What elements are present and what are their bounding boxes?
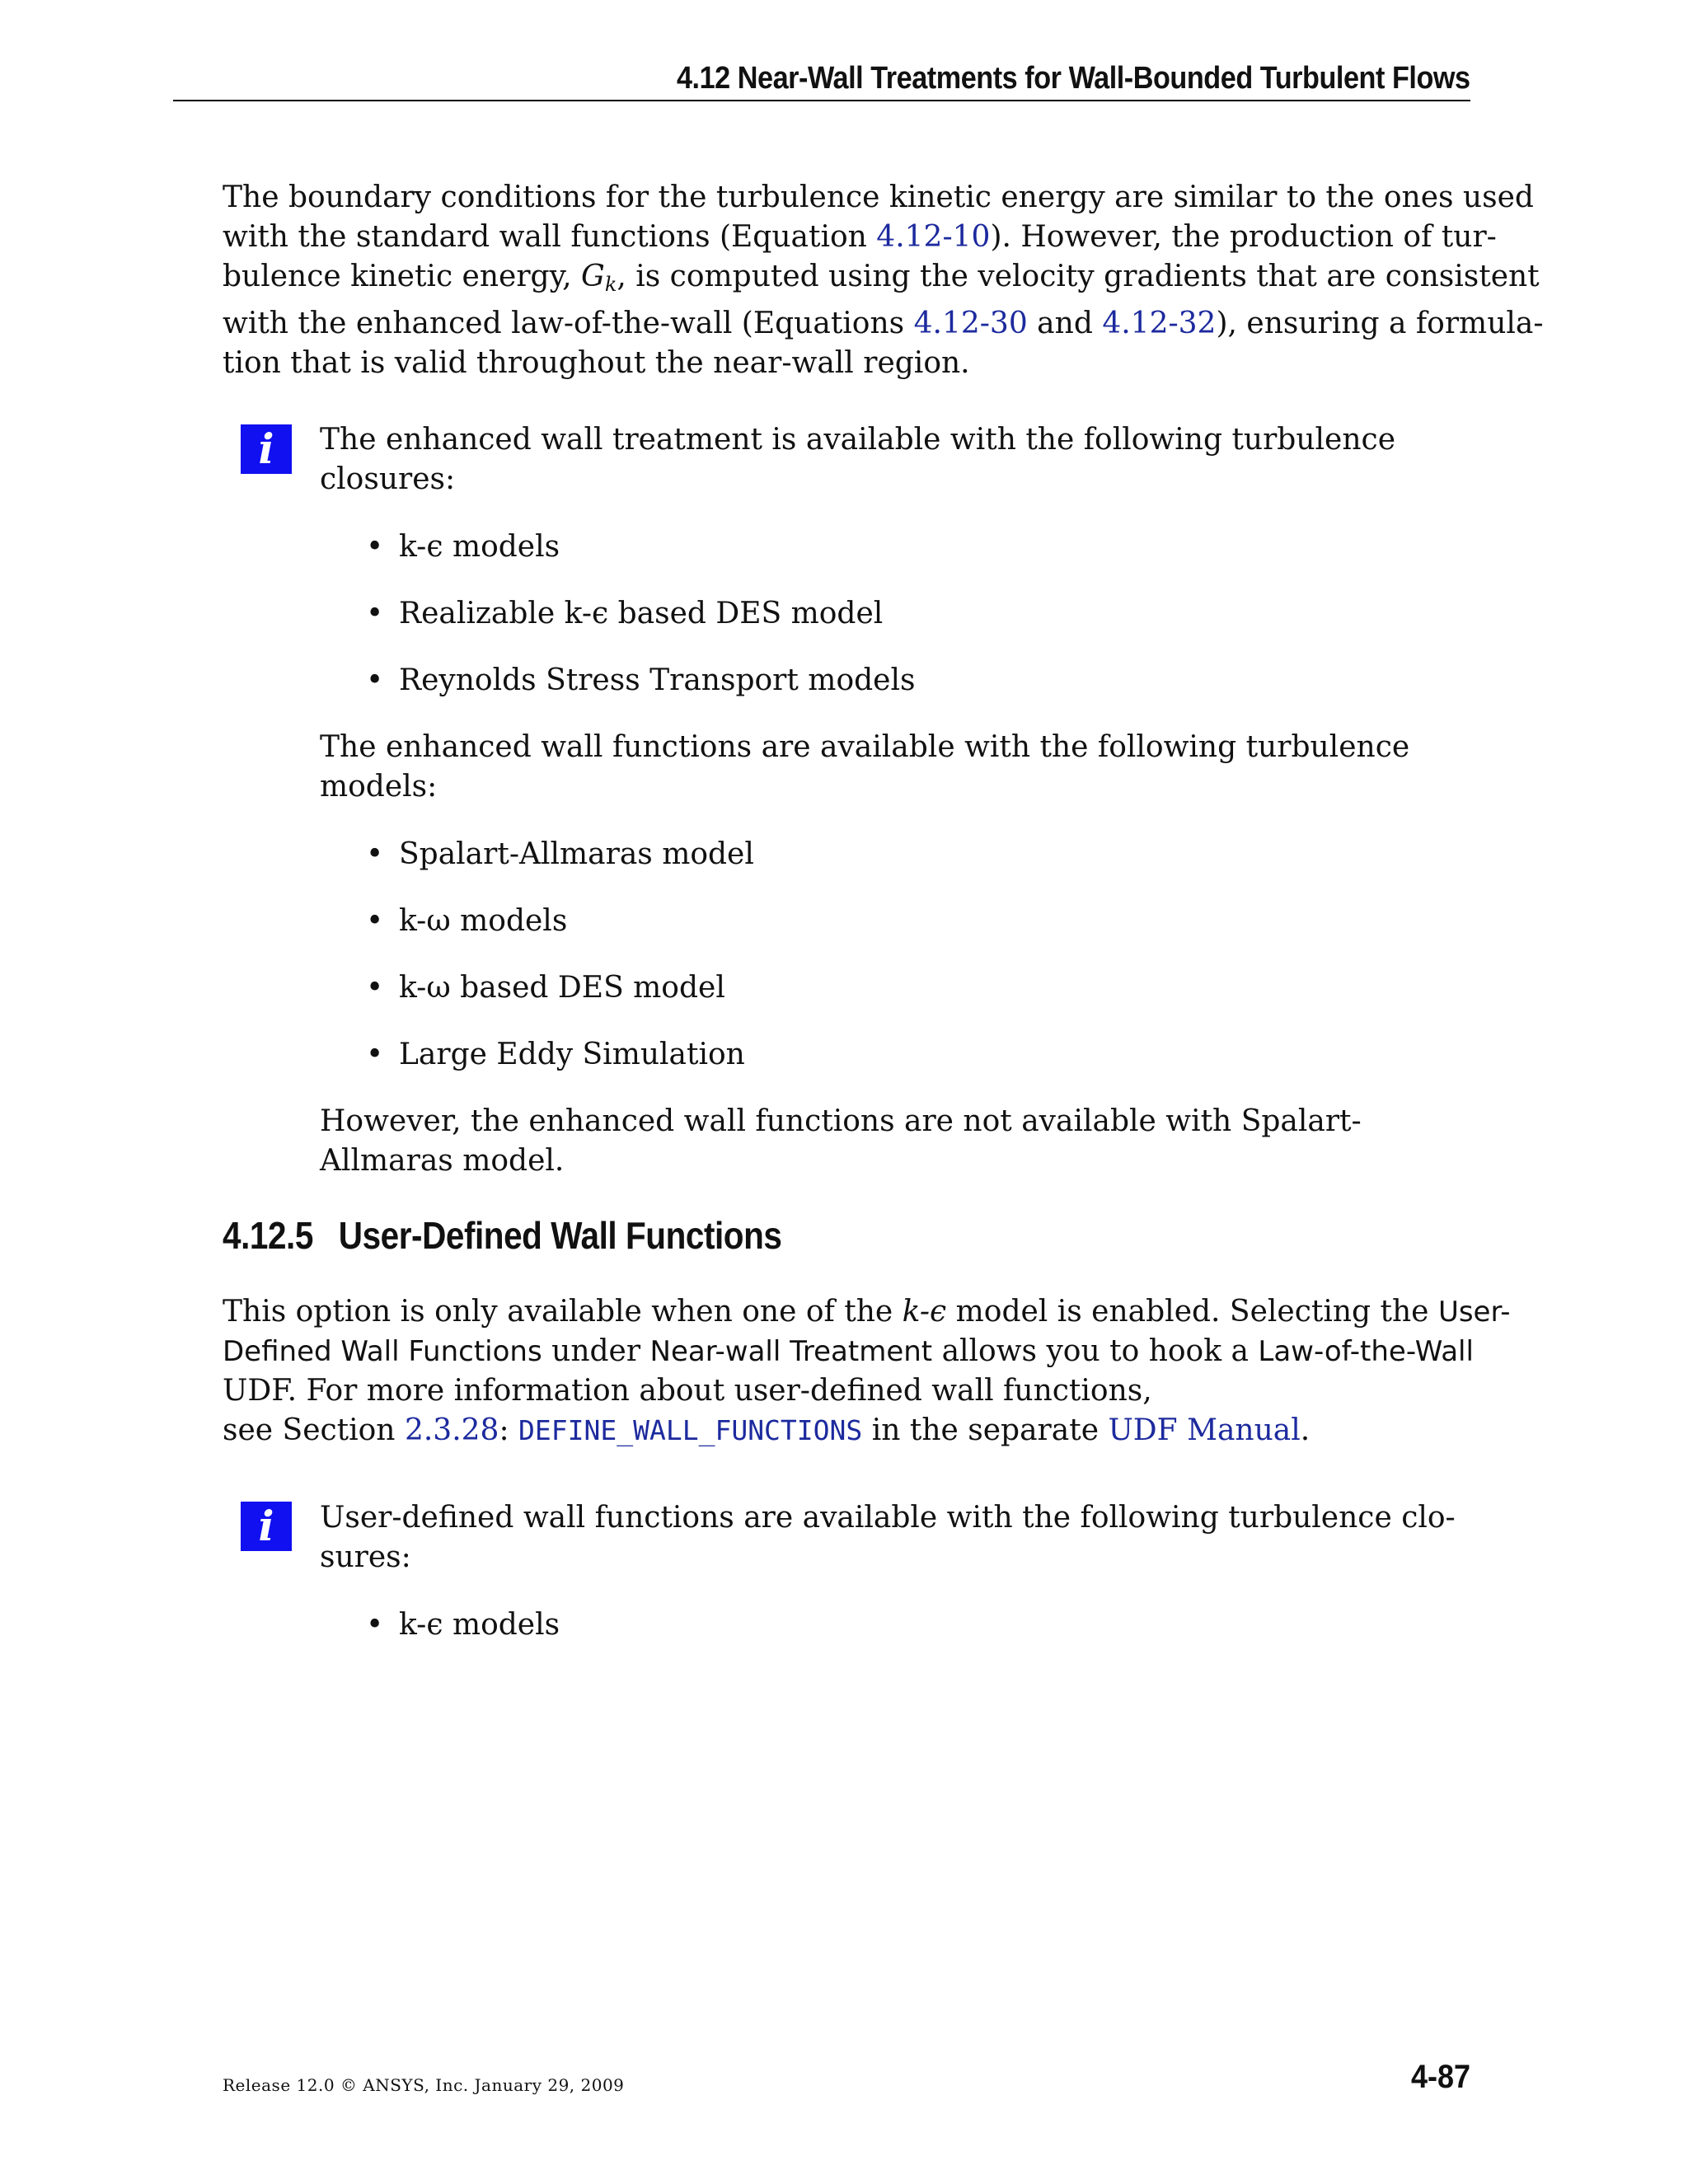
note-line: closures:	[320, 462, 456, 496]
list-item: • k-ϵ models	[366, 1605, 560, 1645]
bullet-icon: •	[366, 530, 384, 564]
note-line: The enhanced wall treatment is available with the following turbulence	[320, 423, 1395, 457]
bullet-icon: •	[366, 971, 384, 1005]
paragraph-line: Defined Wall Functions under Near-wall Treatment allows you to hook a Law-of-the-Wall	[223, 1334, 1474, 1368]
page-number: 4-87	[1410, 2059, 1470, 2095]
section-link[interactable]: 2.3.28	[404, 1413, 499, 1447]
intro-paragraph	[223, 178, 1544, 383]
section-number: 4.12.5	[223, 1214, 313, 1257]
equation-link[interactable]: 4.12-32	[1102, 307, 1217, 340]
paragraph-line: see Section 2.3.28: DEFINE_WALL_FUNCTIONS in the separate UDF Manual.	[223, 1413, 1311, 1447]
equation-link[interactable]: 4.12-10	[876, 220, 991, 254]
paragraph-line: UDF. For more information about user-defined wall functions,	[223, 1374, 1152, 1408]
ui-term: Defined Wall Functions	[223, 1335, 542, 1368]
note-line: Allmaras model.	[320, 1144, 565, 1178]
udf-paragraph	[223, 1292, 1511, 1451]
note-enhanced-wall	[320, 420, 1395, 499]
bullet-icon: •	[366, 904, 384, 938]
bullet-icon: •	[366, 1608, 384, 1642]
equation-link[interactable]: 4.12-30	[913, 307, 1028, 340]
macro-link[interactable]: DEFINE_WALL_FUNCTIONS	[518, 1414, 863, 1446]
ui-term: User-	[1437, 1296, 1511, 1329]
list-item: • k-ω based DES model	[366, 968, 725, 1008]
footer-release: Release 12.0 © ANSYS, Inc. January 29, 2009	[223, 2075, 625, 2095]
list-item: • k-ω models	[366, 902, 567, 941]
list-item: • Realizable k-ϵ based DES model	[366, 594, 883, 634]
header-rule	[173, 100, 1470, 101]
paragraph-line: This option is only available when one of the k-ϵ model is enabled. Selecting the User-	[223, 1295, 1511, 1329]
note-enhanced-functions	[320, 728, 1410, 807]
note-line: User-defined wall functions are available with the following turbulence clo-	[320, 1501, 1456, 1535]
note-line: models:	[320, 770, 438, 804]
paragraph-line: The boundary conditions for the turbulence kinetic energy are similar to the ones used	[223, 180, 1534, 214]
bullet-icon: •	[366, 597, 384, 630]
note-line: sures:	[320, 1540, 411, 1574]
bullet-icon: •	[366, 1038, 384, 1071]
paragraph-line: tion that is valid throughout the near-wall region.	[223, 346, 970, 380]
info-icon: i	[241, 1502, 292, 1551]
note-line: The enhanced wall functions are available with the following turbulence	[320, 730, 1410, 764]
ui-term: Law-of-the-Wall	[1258, 1335, 1474, 1368]
bullet-icon: •	[366, 837, 384, 871]
bullet-icon: •	[366, 663, 384, 697]
list-item: • Reynolds Stress Transport models	[366, 661, 915, 701]
list-item: • k-ϵ models	[366, 527, 560, 567]
paragraph-line: with the standard wall functions (Equation 4.12-10). However, the production of tur-	[223, 220, 1497, 254]
section-title: User-Defined Wall Functions	[338, 1214, 782, 1257]
section-heading	[223, 1213, 781, 1258]
paragraph-line: bulence kinetic energy, $G_k$, is computed using the velocity gradients that are consistent	[223, 260, 1540, 296]
info-icon: i	[241, 424, 292, 474]
variable-gk: G	[581, 260, 605, 293]
running-header: 4.12 Near-Wall Treatments for Wall-Bounded Turbulent Flows	[677, 61, 1470, 96]
note-not-available	[320, 1102, 1362, 1181]
list-item: • Large Eddy Simulation	[366, 1035, 745, 1075]
list-item: • Spalart-Allmaras model	[366, 835, 754, 874]
paragraph-line: with the enhanced law-of-the-wall (Equations 4.12-30 and 4.12-32), ensuring a formula-	[223, 307, 1544, 340]
manual-link[interactable]: UDF Manual	[1108, 1413, 1301, 1447]
ui-term: Near-wall Treatment	[649, 1335, 933, 1368]
note-line: However, the enhanced wall functions are not available with Spalart-	[320, 1104, 1362, 1138]
note-user-defined	[320, 1498, 1456, 1577]
